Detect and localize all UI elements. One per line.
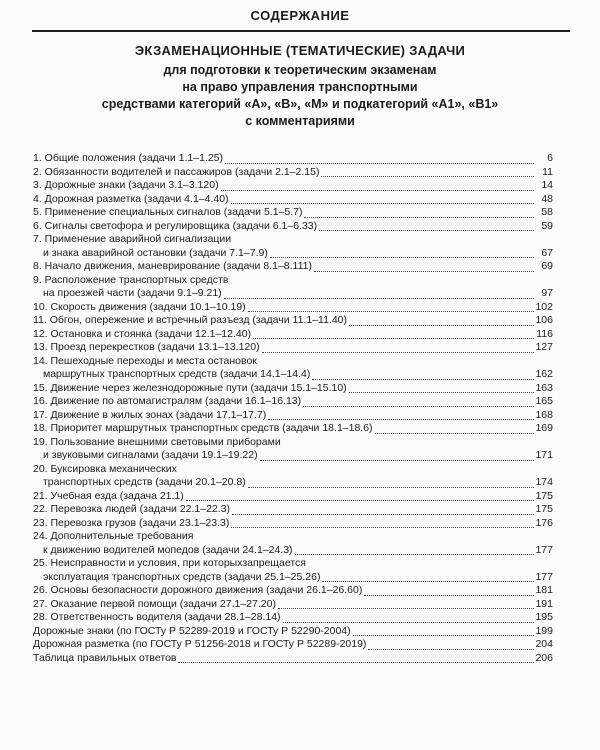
toc-entry-line xyxy=(33,179,553,193)
toc-entry-line xyxy=(33,328,553,342)
toc-leader-dots xyxy=(248,303,534,312)
toc-entry-line xyxy=(33,503,553,517)
toc-entry-text: 4. Дорожная разметка (задачи 4.1–4.40) xyxy=(33,192,229,205)
toc-entry-line xyxy=(33,571,553,585)
toc-entry-text: 19. Пользование внешними световыми приборами xyxy=(33,435,281,448)
toc-entry-text: 27. Оказание первой помощи (задачи 27.1–27.20) xyxy=(33,597,276,610)
toc-page-number: 195 xyxy=(535,611,553,623)
toc-entry[interactable] xyxy=(33,598,553,612)
toc-leader-dots xyxy=(260,452,534,461)
toc-entry-line xyxy=(33,314,553,328)
toc-entry-line xyxy=(33,355,553,369)
toc-page-number: 14 xyxy=(541,179,553,191)
toc-page-number: 175 xyxy=(535,489,553,502)
toc-entry-line xyxy=(33,598,553,612)
toc-entry-text: 17. Движение в жилых зонах (задачи 17.1–17.7) xyxy=(33,408,267,421)
toc-leader-dots xyxy=(253,330,534,339)
toc-entry[interactable] xyxy=(33,355,553,382)
toc-entry-text: 23. Перевозка грузов (задачи 23.1–23.3) xyxy=(33,516,230,529)
toc-entry-line xyxy=(33,247,553,261)
toc-entry[interactable] xyxy=(33,193,553,207)
toc-leader-dots xyxy=(232,506,534,515)
toc-entry-text: Дорожная разметка (по ГОСТу Р 51256-2018 и ГОСТу Р 52289-2019) xyxy=(33,638,367,650)
toc-entry-text: 2. Обязанности водителей и пассажиров (задачи 2.1–2.15) xyxy=(33,165,320,178)
toc-entry[interactable] xyxy=(33,517,553,531)
toc-entry-text: и звуковыми сигналами (задачи 19.1–19.22) xyxy=(43,449,258,461)
toc-entry[interactable] xyxy=(33,652,553,666)
toc-entry-text: 26. Основы безопасности дорожного движения (задачи 26.1–26.60) xyxy=(33,584,363,596)
toc-leader-dots xyxy=(368,641,534,650)
toc-leader-dots xyxy=(268,411,534,420)
heading-line: на право управления транспортными xyxy=(182,80,418,94)
toc-entry-text: 20. Буксировка механических xyxy=(33,462,177,475)
toc-leader-dots xyxy=(364,587,534,596)
toc-entry-text: транспортных средств (задачи 20.1–20.8) xyxy=(43,476,246,488)
toc-page-number: 97 xyxy=(541,287,553,299)
toc-page-number: 199 xyxy=(535,624,553,637)
toc-entry-line xyxy=(33,409,553,423)
toc-leader-dots xyxy=(314,263,534,272)
toc-entry[interactable] xyxy=(33,301,553,315)
toc-leader-dots xyxy=(303,398,534,407)
toc-page-number: 171 xyxy=(535,449,553,461)
toc-entry-line xyxy=(33,517,553,531)
toc-page-number: 174 xyxy=(535,476,553,488)
toc-entry-text: 3. Дорожные знаки (задачи 3.1–3.120) xyxy=(33,179,219,191)
toc-leader-dots xyxy=(304,209,534,218)
toc-leader-dots xyxy=(248,479,534,488)
toc-entry-line xyxy=(33,166,553,180)
toc-entry-text: к движению водителей мопедов (задачи 24.1–24.3) xyxy=(43,543,293,556)
toc-entry[interactable] xyxy=(33,503,553,517)
toc-leader-dots xyxy=(225,155,534,164)
toc-entry-line xyxy=(33,652,553,666)
toc-page-number: 106 xyxy=(535,314,553,326)
toc-page-number: 169 xyxy=(535,422,553,434)
toc-entry-text: 28. Ответственность водителя (задачи 28.1–28.14) xyxy=(33,611,281,623)
toc-entry-line xyxy=(33,463,553,477)
toc-entry[interactable] xyxy=(33,409,553,423)
toc-leader-dots xyxy=(322,573,534,582)
toc-page-number: 177 xyxy=(535,543,553,556)
toc-entry-line xyxy=(33,611,553,625)
toc-leader-dots xyxy=(231,519,534,528)
toc-entry-line xyxy=(33,193,553,207)
toc-leader-dots xyxy=(321,168,534,177)
toc-page-number: 6 xyxy=(547,152,553,164)
toc-page-number: 177 xyxy=(535,570,553,583)
toc-leader-dots xyxy=(178,654,534,663)
toc-entry-line xyxy=(33,476,553,490)
toc-entry[interactable] xyxy=(33,274,553,301)
toc-page-number: 168 xyxy=(535,408,553,421)
toc-entry[interactable] xyxy=(33,314,553,328)
toc-page-number: 165 xyxy=(535,395,553,407)
toc-entry[interactable] xyxy=(33,638,553,652)
toc-entry[interactable] xyxy=(33,260,553,274)
toc-entry-line xyxy=(33,220,553,234)
toc-entry-line xyxy=(33,490,553,504)
toc-page-number: 176 xyxy=(535,516,553,529)
toc-entry-text: 25. Неисправности и условия, при которыхзапрещается xyxy=(33,557,306,569)
heading-line: средствами категорий «A», «B», «M» и подкатегорий «A1», «B1» xyxy=(101,97,499,111)
toc-leader-dots xyxy=(319,222,534,231)
toc-leader-dots xyxy=(231,195,534,204)
toc-entry-line xyxy=(33,530,553,544)
toc-entry[interactable] xyxy=(33,436,553,463)
toc-entry-text: 6. Сигналы светофора и регулировщика (задачи 6.1–6.33) xyxy=(33,219,318,232)
toc-leader-dots xyxy=(278,600,534,609)
toc-entry[interactable] xyxy=(33,382,553,396)
toc-entry[interactable] xyxy=(33,422,553,436)
toc-entry-line xyxy=(33,233,553,247)
toc-entry-text: 12. Остановка и стоянка (задачи 12.1–12.40) xyxy=(33,327,252,340)
toc-entry[interactable] xyxy=(33,152,553,166)
toc-entry-text: эксплуатация транспортных средств (задачи 25.1–25.26) xyxy=(43,570,321,583)
toc-entry-line xyxy=(33,301,553,315)
toc-entry-text: 21. Учебная езда (задача 21.1) xyxy=(33,489,184,502)
toc-entry-text: 22. Перевозка людей (задачи 22.1–22.3) xyxy=(33,503,231,515)
toc-entry-text: 18. Приоритет маршрутных транспортных средств (задачи 18.1–18.6) xyxy=(33,422,373,434)
toc-entry-line xyxy=(33,206,553,220)
toc-entry[interactable] xyxy=(33,490,553,504)
toc-entry[interactable] xyxy=(33,530,553,557)
toc-page-number: 11 xyxy=(542,165,553,178)
toc-entry[interactable] xyxy=(33,557,553,584)
toc-entry-line xyxy=(33,544,553,558)
toc-entry-text: Дорожные знаки (по ГОСТу Р 52289-2019 и ГОСТу Р 52290-2004) xyxy=(33,624,351,637)
toc-page-number: 162 xyxy=(535,368,553,380)
toc-entry-line xyxy=(33,287,553,301)
heading-main: ЭКЗАМЕНАЦИОННЫЕ (ТЕМАТИЧЕСКИЕ) ЗАДАЧИ xyxy=(134,43,466,58)
toc-entry-text: Таблица правильных ответов xyxy=(33,651,177,664)
page-title: СОДЕРЖАНИЕ xyxy=(250,8,350,23)
toc-leader-dots xyxy=(262,344,534,353)
toc-leader-dots xyxy=(312,371,534,380)
toc-entry-text: 13. Проезд перекрестков (задачи 13.1–13.120) xyxy=(33,341,260,353)
toc-entry[interactable] xyxy=(33,611,553,625)
toc-entry-text: 9. Расположение транспортных средств xyxy=(33,273,229,286)
toc-entry-text: 1. Общие положения (задачи 1.1–1.25) xyxy=(33,152,224,164)
toc-entry-line xyxy=(33,341,553,355)
toc-entry-line xyxy=(33,260,553,274)
toc-entry[interactable] xyxy=(33,220,553,234)
toc-leader-dots xyxy=(295,546,534,555)
toc-entry-line xyxy=(33,625,553,639)
toc-entry[interactable] xyxy=(33,584,553,598)
toc-entry-line xyxy=(33,368,553,382)
toc-entry-text: 16. Движение по автомагистралям (задачи 16.1–16.13) xyxy=(33,395,302,407)
toc-entry[interactable] xyxy=(33,395,553,409)
toc-entry-text: 11. Обгон, опережение и встречный разъезд (задачи 11.1–11.40) xyxy=(33,314,348,326)
toc-page-number: 67 xyxy=(541,246,553,259)
toc-page-number: 69 xyxy=(541,260,553,272)
toc-leader-dots xyxy=(349,384,534,393)
toc-leader-dots xyxy=(270,249,534,258)
toc-entry-line xyxy=(33,449,553,463)
section-heading xyxy=(0,42,600,130)
toc-entry-line xyxy=(33,395,553,409)
toc-entry[interactable] xyxy=(33,328,553,342)
toc-page-number: 204 xyxy=(535,638,553,650)
toc-entry-text: 7. Применение аварийной сигнализации xyxy=(33,233,232,245)
toc-leader-dots xyxy=(349,317,534,326)
heading-line: с комментариями xyxy=(245,114,355,128)
toc-page-number: 175 xyxy=(535,503,553,515)
toc-page-number: 206 xyxy=(535,651,553,664)
toc-entry-line xyxy=(33,557,553,571)
toc-entry-line xyxy=(33,422,553,436)
toc-page-number: 191 xyxy=(535,597,553,610)
toc-entry-text: 24. Дополнительные требования xyxy=(33,530,194,542)
toc-entry-text: 5. Применение специальных сигналов (задачи 5.1–5.7) xyxy=(33,206,303,218)
toc-entry[interactable] xyxy=(33,206,553,220)
toc-entry[interactable] xyxy=(33,179,553,193)
toc-page-number: 181 xyxy=(535,584,553,596)
toc-leader-dots xyxy=(283,614,534,623)
toc-entry-line xyxy=(33,152,553,166)
toc-entry[interactable] xyxy=(33,233,553,260)
toc-leader-dots xyxy=(221,182,534,191)
toc-entry-line xyxy=(33,436,553,450)
toc-page-number: 163 xyxy=(535,381,553,394)
toc-entry-text: 15. Движение через железнодорожные пути (задачи 15.1–15.10) xyxy=(33,381,347,394)
table-of-contents xyxy=(33,152,553,665)
toc-entry-text: на проезжей части (задачи 9.1–9.21) xyxy=(43,287,222,299)
toc-page-number: 59 xyxy=(541,219,553,232)
toc-entry[interactable] xyxy=(33,463,553,490)
heading-line: для подготовки к теоретическим экзаменам xyxy=(163,63,437,77)
toc-leader-dots xyxy=(186,492,534,501)
toc-entry-line xyxy=(33,638,553,652)
toc-entry[interactable] xyxy=(33,341,553,355)
toc-page-number: 102 xyxy=(535,300,553,313)
toc-entry-text: маршрутных транспортных средств (задачи 14.1–14.4) xyxy=(43,368,311,380)
toc-page-number: 58 xyxy=(541,206,553,218)
toc-page-number: 48 xyxy=(541,192,553,205)
toc-entry-text: 14. Пешеходные переходы и места остановок xyxy=(33,354,257,367)
toc-entry-line xyxy=(33,382,553,396)
toc-entry-line xyxy=(33,584,553,598)
toc-entry-text: 10. Скорость движения (задачи 10.1–10.19) xyxy=(33,300,246,313)
toc-page-number: 127 xyxy=(535,341,553,353)
toc-entry-text: и знака аварийной остановки (задачи 7.1–7.9) xyxy=(43,246,268,259)
toc-entry-text: 8. Начало движения, маневрирование (задачи 8.1–8.111) xyxy=(33,260,312,272)
toc-page-number: 116 xyxy=(536,327,553,340)
header-divider xyxy=(32,30,570,32)
toc-entry-line xyxy=(33,274,553,288)
toc-entry[interactable] xyxy=(33,166,553,180)
toc-leader-dots xyxy=(224,290,534,299)
toc-leader-dots xyxy=(353,627,534,636)
toc-leader-dots xyxy=(375,425,534,434)
toc-entry[interactable] xyxy=(33,625,553,639)
